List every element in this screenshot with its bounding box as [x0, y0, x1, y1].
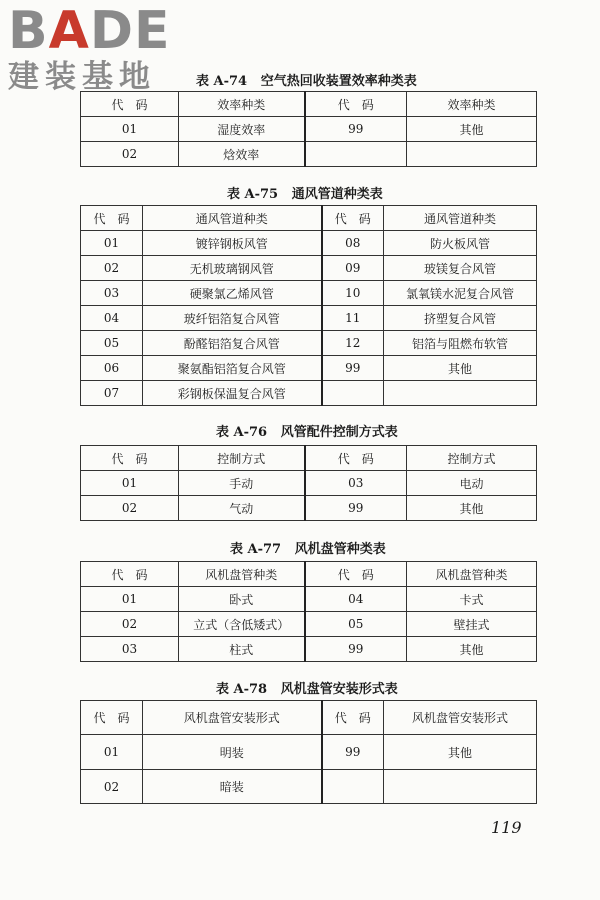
header-cell: 控制方式 — [179, 446, 305, 471]
type-cell: 湿度效率 — [179, 117, 305, 142]
type-cell: 彩钢板保温复合风管 — [143, 381, 322, 406]
code-cell — [322, 381, 384, 406]
table-a77-caption: 表 A-77 风机盘管种类表 — [230, 542, 386, 557]
type-cell: 挤塑复合风管 — [384, 306, 537, 331]
header-cell: 通风管道种类 — [143, 206, 322, 231]
table-row — [81, 471, 537, 496]
code-cell: 04 — [81, 306, 143, 331]
table-row — [81, 256, 537, 281]
header-cell: 风机盘管种类 — [179, 562, 305, 587]
table-row — [81, 231, 537, 256]
header-cell: 代 码 — [322, 701, 384, 735]
type-cell: 立式（含低矮式） — [179, 612, 305, 637]
header-cell: 效率种类 — [179, 92, 305, 117]
type-cell: 气动 — [179, 496, 305, 521]
code-cell: 04 — [305, 587, 407, 612]
type-cell: 其他 — [407, 117, 537, 142]
code-cell: 09 — [322, 256, 384, 281]
type-cell — [384, 770, 537, 804]
table-a75-caption: 表 A-75 通风管道种类表 — [227, 187, 383, 202]
header-cell: 代 码 — [305, 92, 407, 117]
table-row — [81, 117, 537, 142]
header-cell: 代 码 — [81, 206, 143, 231]
header-cell: 代 码 — [81, 446, 179, 471]
type-cell: 防火板风管 — [384, 231, 537, 256]
header-cell: 代 码 — [81, 92, 179, 117]
type-cell: 手动 — [179, 471, 305, 496]
header-cell: 风机盘管安装形式 — [143, 701, 322, 735]
table-a78 — [80, 700, 537, 804]
table-header-row — [81, 92, 537, 117]
code-cell: 02 — [81, 496, 179, 521]
table-row — [81, 306, 537, 331]
type-cell: 壁挂式 — [407, 612, 537, 637]
table-row — [81, 281, 537, 306]
table-a77 — [80, 561, 537, 662]
header-cell: 代 码 — [322, 206, 384, 231]
table-row — [81, 770, 537, 804]
type-cell — [407, 142, 537, 167]
type-cell: 其他 — [384, 356, 537, 381]
table-a74-caption: 表 A-74 空气热回收装置效率种类表 — [196, 74, 417, 89]
code-cell: 03 — [81, 281, 143, 306]
code-cell: 05 — [305, 612, 407, 637]
page-number: 119 — [491, 818, 522, 837]
type-cell: 电动 — [407, 471, 537, 496]
table-row — [81, 735, 537, 770]
code-cell: 02 — [81, 142, 179, 167]
type-cell: 卡式 — [407, 587, 537, 612]
type-cell — [384, 381, 537, 406]
type-cell: 聚氨酯铝箔复合风管 — [143, 356, 322, 381]
type-cell: 柱式 — [179, 637, 305, 662]
code-cell: 01 — [81, 117, 179, 142]
type-cell: 氯氧镁水泥复合风管 — [384, 281, 537, 306]
header-cell: 代 码 — [305, 446, 407, 471]
code-cell: 12 — [322, 331, 384, 356]
header-cell: 控制方式 — [407, 446, 537, 471]
header-cell: 代 码 — [305, 562, 407, 587]
table-header-row — [81, 562, 537, 587]
code-cell — [305, 142, 407, 167]
table-header-row — [81, 446, 537, 471]
type-cell: 铝箔与阻燃布软管 — [384, 331, 537, 356]
code-cell: 11 — [322, 306, 384, 331]
header-cell: 效率种类 — [407, 92, 537, 117]
type-cell: 其他 — [384, 735, 537, 770]
table-header-row — [81, 701, 537, 735]
header-cell: 代 码 — [81, 562, 179, 587]
code-cell: 99 — [305, 117, 407, 142]
type-cell: 玻纤铝箔复合风管 — [143, 306, 322, 331]
table-a76-caption: 表 A-76 风管配件控制方式表 — [216, 425, 398, 440]
code-cell: 99 — [322, 356, 384, 381]
table-row — [81, 356, 537, 381]
table-a74 — [80, 91, 537, 167]
type-cell: 酚醛铝箔复合风管 — [143, 331, 322, 356]
code-cell: 01 — [81, 231, 143, 256]
logo-wordmark: BADE — [8, 1, 171, 61]
header-cell: 代 码 — [81, 701, 143, 735]
type-cell: 其他 — [407, 496, 537, 521]
code-cell: 01 — [81, 471, 179, 496]
type-cell: 卧式 — [179, 587, 305, 612]
code-cell: 03 — [305, 471, 407, 496]
header-cell: 风机盘管安装形式 — [384, 701, 537, 735]
table-row — [81, 612, 537, 637]
type-cell: 玻镁复合风管 — [384, 256, 537, 281]
table-header-row — [81, 206, 537, 231]
code-cell: 02 — [81, 256, 143, 281]
header-cell: 风机盘管种类 — [407, 562, 537, 587]
code-cell: 02 — [81, 770, 143, 804]
type-cell: 明装 — [143, 735, 322, 770]
table-row — [81, 587, 537, 612]
code-cell: 01 — [81, 587, 179, 612]
type-cell: 焓效率 — [179, 142, 305, 167]
table-a78-caption: 表 A-78 风机盘管安装形式表 — [216, 682, 398, 697]
code-cell: 99 — [322, 735, 384, 770]
table-row — [81, 381, 537, 406]
logo-subtitle: 建装基地 — [8, 59, 156, 95]
table-a75 — [80, 205, 537, 406]
code-cell: 99 — [305, 496, 407, 521]
code-cell: 06 — [81, 356, 143, 381]
code-cell: 08 — [322, 231, 384, 256]
table-a76 — [80, 445, 537, 521]
code-cell: 01 — [81, 735, 143, 770]
table-row — [81, 637, 537, 662]
type-cell: 其他 — [407, 637, 537, 662]
type-cell: 暗装 — [143, 770, 322, 804]
table-row — [81, 331, 537, 356]
watermark-logo — [8, 1, 183, 95]
code-cell: 03 — [81, 637, 179, 662]
code-cell — [322, 770, 384, 804]
code-cell: 07 — [81, 381, 143, 406]
type-cell: 无机玻璃钢风管 — [143, 256, 322, 281]
table-row — [81, 142, 537, 167]
type-cell: 硬聚氯乙烯风管 — [143, 281, 322, 306]
code-cell: 99 — [305, 637, 407, 662]
code-cell: 10 — [322, 281, 384, 306]
type-cell: 镀锌钢板风管 — [143, 231, 322, 256]
header-cell: 通风管道种类 — [384, 206, 537, 231]
table-row — [81, 496, 537, 521]
code-cell: 05 — [81, 331, 143, 356]
code-cell: 02 — [81, 612, 179, 637]
